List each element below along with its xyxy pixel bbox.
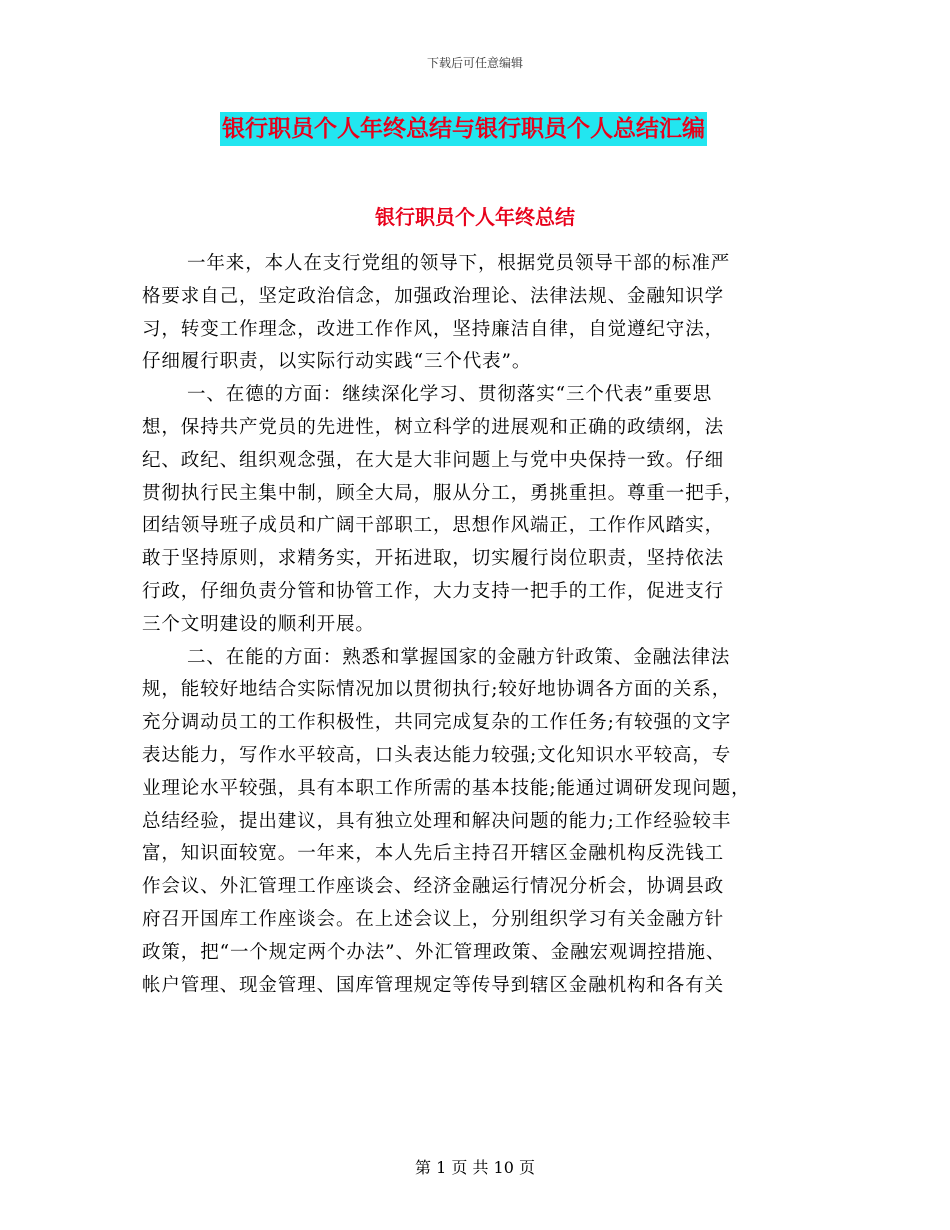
- paragraph: [142, 642, 810, 1003]
- text-line: 表达能力，写作水平较高，口头表达能力较强;文化知识水平较高，专: [142, 744, 732, 766]
- text-line: 充分调动员工的工作积极性，共同完成复杂的工作任务;有较强的文字: [142, 712, 732, 734]
- text-line: 业理论水平较强，具有本职工作所需的基本技能;能通过调研发现问题，: [142, 777, 751, 799]
- body-text: [142, 248, 810, 1002]
- text-line: 帐户管理、现金管理、国库管理规定等传导到辖区金融机构和各有关: [142, 974, 725, 996]
- text-line: 仔细履行职责，以实际行动实践“三个代表”。: [142, 351, 532, 373]
- text-line: 纪、政纪、组织观念强，在大是大非问题上与党中央保持一致。仔细: [142, 449, 725, 471]
- text-line: 富，知识面较宽。一年来，本人先后主持召开辖区金融机构反洗钱工: [142, 843, 725, 865]
- text-line: 敢于坚持原则，求精务实，开拓进取，切实履行岗位职责，坚持依法: [142, 548, 725, 570]
- paragraph: [142, 248, 810, 379]
- text-line: 规，能较好地结合实际情况加以贯彻执行;较好地协调各方面的关系，: [142, 679, 732, 701]
- text-line: 格要求自己，坚定政治信念，加强政治理论、法律法规、金融知识学: [142, 285, 725, 307]
- text-line: 三个文明建设的顺利开展。: [142, 613, 375, 635]
- text-line: 一年来，本人在支行党组的领导下，根据党员领导干部的标准严: [187, 253, 731, 274]
- text-line: 府召开国库工作座谈会。在上述会议上，分别组织学习有关金融方针: [142, 908, 725, 930]
- text-line: 二、在能的方面：熟悉和掌握国家的金融方针政策、金融法律法: [187, 646, 731, 668]
- text-line: 总结经验，提出建议，具有独立处理和解决问题的能力;工作经验较丰: [142, 810, 732, 832]
- paragraph: [142, 379, 810, 641]
- text-line: 一、在德的方面：继续深化学习、贯彻落实“三个代表”重要思: [187, 384, 713, 406]
- header-note: 下载后可任意编辑: [426, 56, 523, 70]
- text-line: 团结领导班子成员和广阔干部职工，思想作风端正，工作作风踏实，: [142, 515, 725, 537]
- text-line: 作会议、外汇管理工作座谈会、经济金融运行情况分析会，协调县政: [142, 876, 725, 898]
- section-title: 银行职员个人年终总结: [375, 205, 575, 229]
- text-line: 贯彻执行民主集中制，顾全大局，服从分工，勇挑重担。尊重一把手，: [142, 482, 744, 504]
- text-line: 行政，仔细负责分管和协管工作，大力支持一把手的工作，促进支行: [142, 580, 725, 602]
- text-line: 想，保持共产党员的先进性，树立科学的进展观和正确的政绩纲，法: [142, 416, 725, 438]
- page-footer: 第 1 页 共 10 页: [415, 1158, 535, 1177]
- text-line: 政策，把“一个规定两个办法”、外汇管理政策、金融宏观调控措施、: [142, 941, 726, 963]
- document-title: 银行职员个人年终总结与银行职员个人总结汇编: [220, 112, 707, 146]
- text-line: 习，转变工作理念，改进工作作风，坚持廉洁自律，自觉遵纪守法，: [142, 318, 725, 340]
